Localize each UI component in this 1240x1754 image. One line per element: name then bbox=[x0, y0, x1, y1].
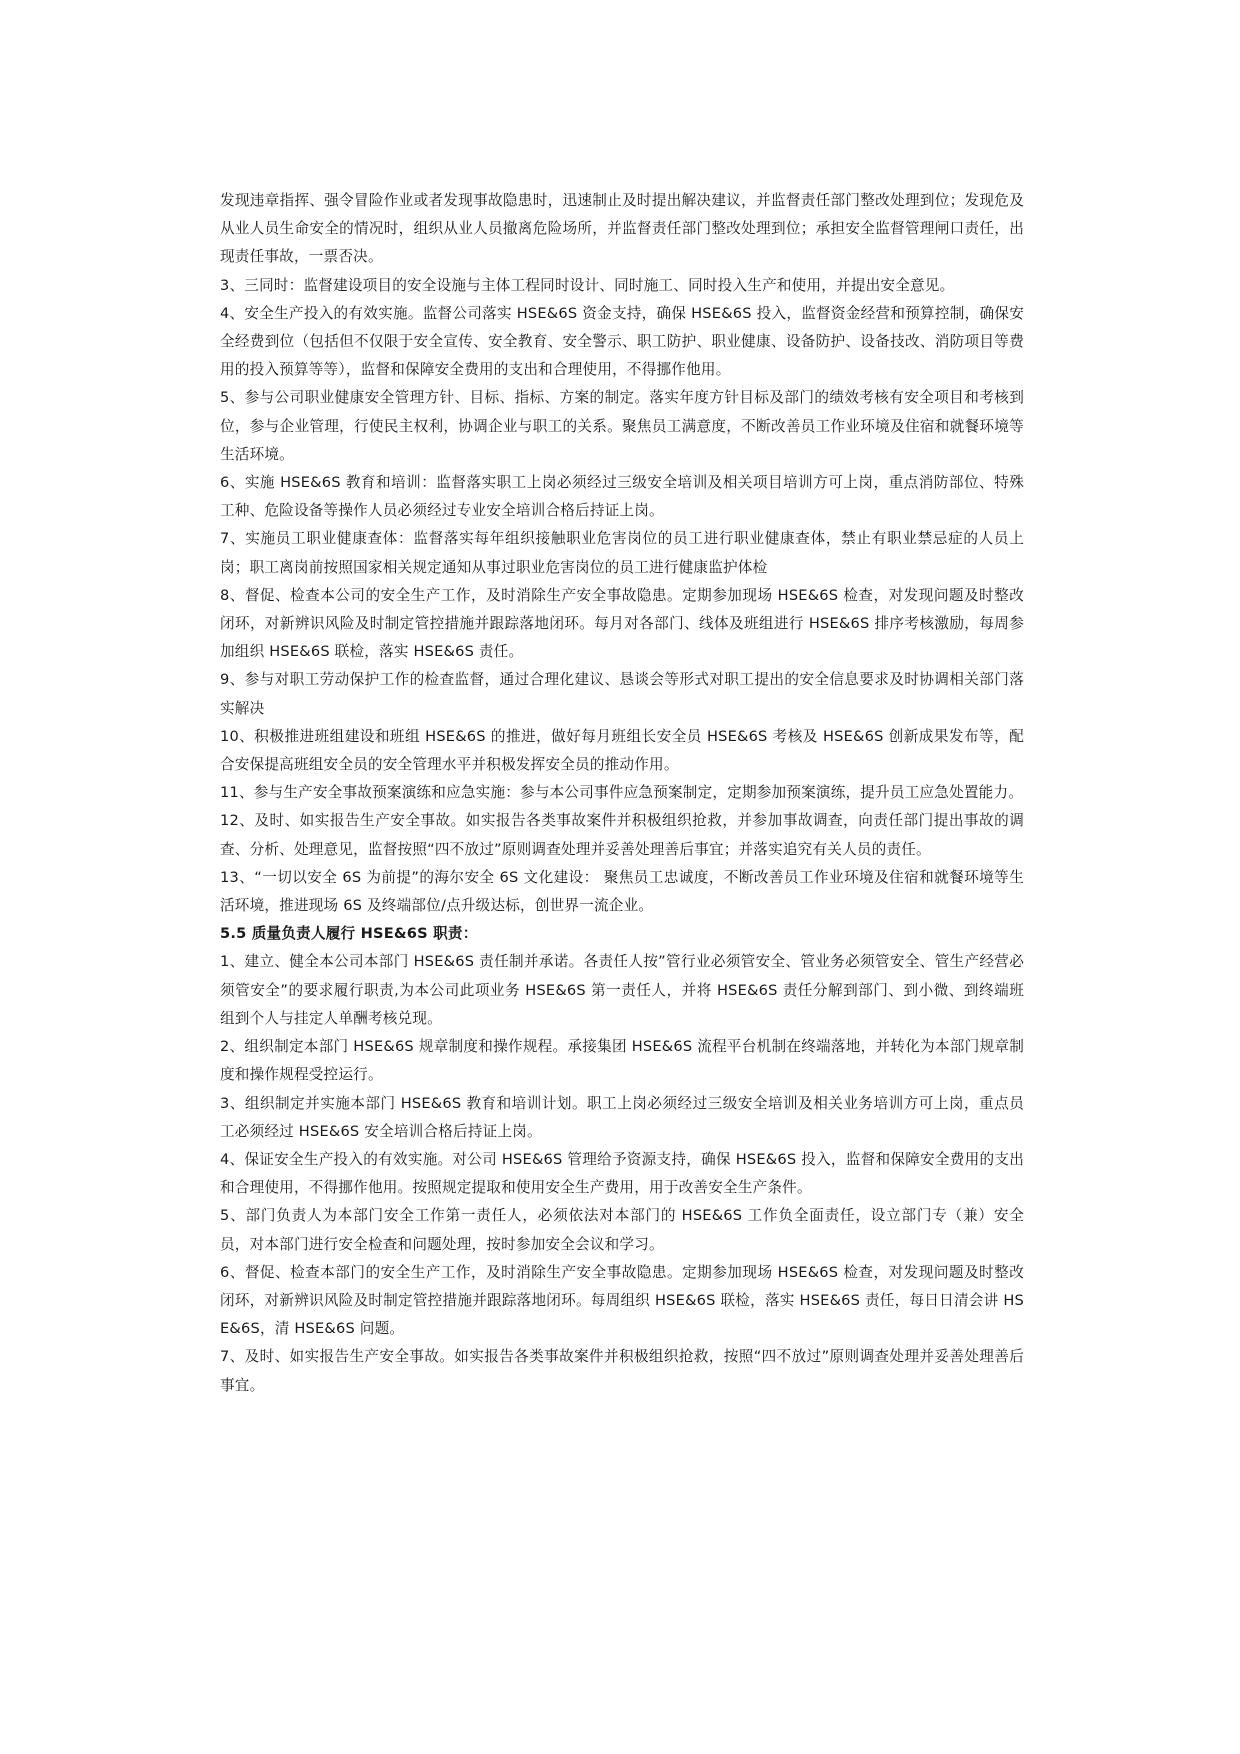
paragraph-item-10-team-building: 10、积极推进班组建设和班组 HSE&6S 的推进，做好每月班组长安全员 HSE&6S 考核及 HSE&6S 创新成果发布等，配合安保提高班组安全员的安全管理水平并积极发挥安全员的推动作用。 bbox=[220, 727, 1024, 774]
paragraph-quality-item-6: 6、督促、检查本部门的安全生产工作，及时消除生产安全事故隐患。定期参加现场 HSE&6S 检查，对发现问题及时整改闭环，对新辨识风险及时制定管控措施并跟踪落地闭环。每周组织 HSE&6S 联检，落实 HSE&6S 责任，每日日清会讲 HSE&6S，清 HSE&6S 问题。 bbox=[220, 1263, 1024, 1338]
paragraph-quality-item-5: 5、部门负责人为本部门安全工作第一责任人，必须依法对本部门的 HSE&6S 工作负全面责任，设立部门专（兼）安全员，对本部门进行安全检查和问题处理，按时参加安全会议和学习。 bbox=[220, 1207, 1024, 1253]
paragraph-quality-item-3: 3、组织制定并实施本部门 HSE&6S 教育和培训计划。职工上岗必须经过三级安全培训及相关业务培训方可上岗，重点员工必须经过 HSE&6S 安全培训合格后持证上岗。 bbox=[220, 1094, 1024, 1140]
paragraph-quality-item-7: 7、及时、如实报告生产安全事故。如实报告各类事故案件并积极组织抢救，按照“四不放过”原则调查处理并妥善处理善后事宜。 bbox=[220, 1348, 1024, 1394]
paragraph-item-3-three-simultaneous: 3、三同时：监督建设项目的安全设施与主体工程同时设计、同时施工、同时投入生产和使用，并提出安全意见。 bbox=[220, 276, 955, 294]
paragraph-item-5-health-policy: 5、参与公司职业健康安全管理方针、目标、指标、方案的制定。落实年度方针目标及部门的绩效考核有安全项目和考核到位，参与企业管理，行使民主权利，协调企业与职工的关系。聚焦员工满意度，不断改善员工作业环境及住宿和就餐环境等生活环境。 bbox=[220, 389, 1024, 463]
section-heading-5-5: 5.5 质量负责人履行 HSE&6S 职责： bbox=[220, 925, 478, 943]
paragraph-supervision-continued: 发现违章指挥、强令冒险作业或者发现事故隐患时，迅速制止及时提出解决建议，并监督责任部门整改处理到位；发现危及从业人员生命安全的情况时，组织从业人员撤离危险场所，并监督责任部门整改处理到位；承担安全监督管理闸口责任，出现责任事故，一票否决。 bbox=[220, 192, 1024, 266]
paragraph-item-7-health-checkup: 7、实施员工职业健康查体：监督落实每年组织接触职业危害岗位的员工进行职业健康查体，禁止有职业禁忌症的人员上岗；职工离岗前按照国家相关规定通知从事过职业危害岗位的员工进行健康监护体检 bbox=[220, 530, 1024, 576]
paragraph-item-13-safety-culture: 13、“一切以安全 6S 为前提”的海尔安全 6S 文化建设： 聚焦员工忠诚度，不断改善员工作业环境及住宿和就餐环境等生活环境，推进现场 6S 及终端部位/点升级达标，创世界一流企业。 bbox=[220, 868, 1024, 915]
paragraph-quality-item-4: 4、保证安全生产投入的有效实施。对公司 HSE&6S 管理给予资源支持，确保 HSE&6S 投入，监督和保障安全费用的支出和合理使用，不得挪作他用。按照规定提取和使用安全生产费用，用于改善安全生产条件。 bbox=[220, 1150, 1024, 1197]
paragraph-item-12-accident-report: 12、及时、如实报告生产安全事故。如实报告各类事故案件并积极组织抢救，并参加事故调查，向责任部门提出事故的调查、分析、处理意见，监督按照“四不放过”原则调查处理并妥善处理善后事宜；并落实追究有关人员的责任。 bbox=[220, 812, 1024, 858]
paragraph-item-11-emergency-drill: 11、参与生产安全事故预案演练和应急实施：参与本公司事件应急预案制定，定期参加预案演练，提升员工应急处置能力。 bbox=[220, 784, 1024, 802]
paragraph-quality-item-1: 1、建立、健全本公司本部门 HSE&6S 责任制并承诺。各责任人按”管行业必须管安全、管业务必须管安全、管生产经营必须管安全”的要求履行职责,为本公司此项业务 HSE&6S 第一责任人，并将 HSE&6S 责任分解到部门、到小微、到终端班组到个人与挂定人单酬考核兑现。 bbox=[220, 953, 1024, 1027]
paragraph-item-9-labor-protection: 9、参与对职工劳动保护工作的检查监督，通过合理化建议、恳谈会等形式对职工提出的安全信息要求及时协调相关部门落实解决 bbox=[220, 671, 1024, 717]
paragraph-item-4-safety-investment: 4、安全生产投入的有效实施。监督公司落实 HSE&6S 资金支持，确保 HSE&6S 投入，监督资金经营和预算控制，确保安全经费到位（包括但不仅限于安全宣传、安全教育、安全警示、职工防护、职业健康、设备防护、设备技改、消防项目等费用的投入预算等等），监督和保障安全费用的支出和合理使用，不得挪作他用。 bbox=[220, 304, 1024, 379]
paragraph-quality-item-2: 2、组织制定本部门 HSE&6S 规章制度和操作规程。承接集团 HSE&6S 流程平台机制在终端落地，并转化为本部门规章制度和操作规程受控运行。 bbox=[220, 1038, 1024, 1084]
document-page bbox=[220, 187, 1024, 1400]
paragraph-item-6-training: 6、实施 HSE&6S 教育和培训：监督落实职工上岗必须经过三级安全培训及相关项目培训方可上岗，重点消防部位、特殊工种、危险设备等操作人员必须经过专业安全培训合格后持证上岗。 bbox=[220, 474, 1024, 520]
paragraph-item-8-inspection: 8、督促、检查本公司的安全生产工作，及时消除生产安全事故隐患。定期参加现场 HSE&6S 检查，对发现问题及时整改闭环，对新辨识风险及时制定管控措施并跟踪落地闭环。每月对各部门、线体及班组进行 HSE&6S 排序考核激励，每周参加组织 HSE&6S 联检，落实 HSE&6S 责任。 bbox=[220, 586, 1024, 661]
